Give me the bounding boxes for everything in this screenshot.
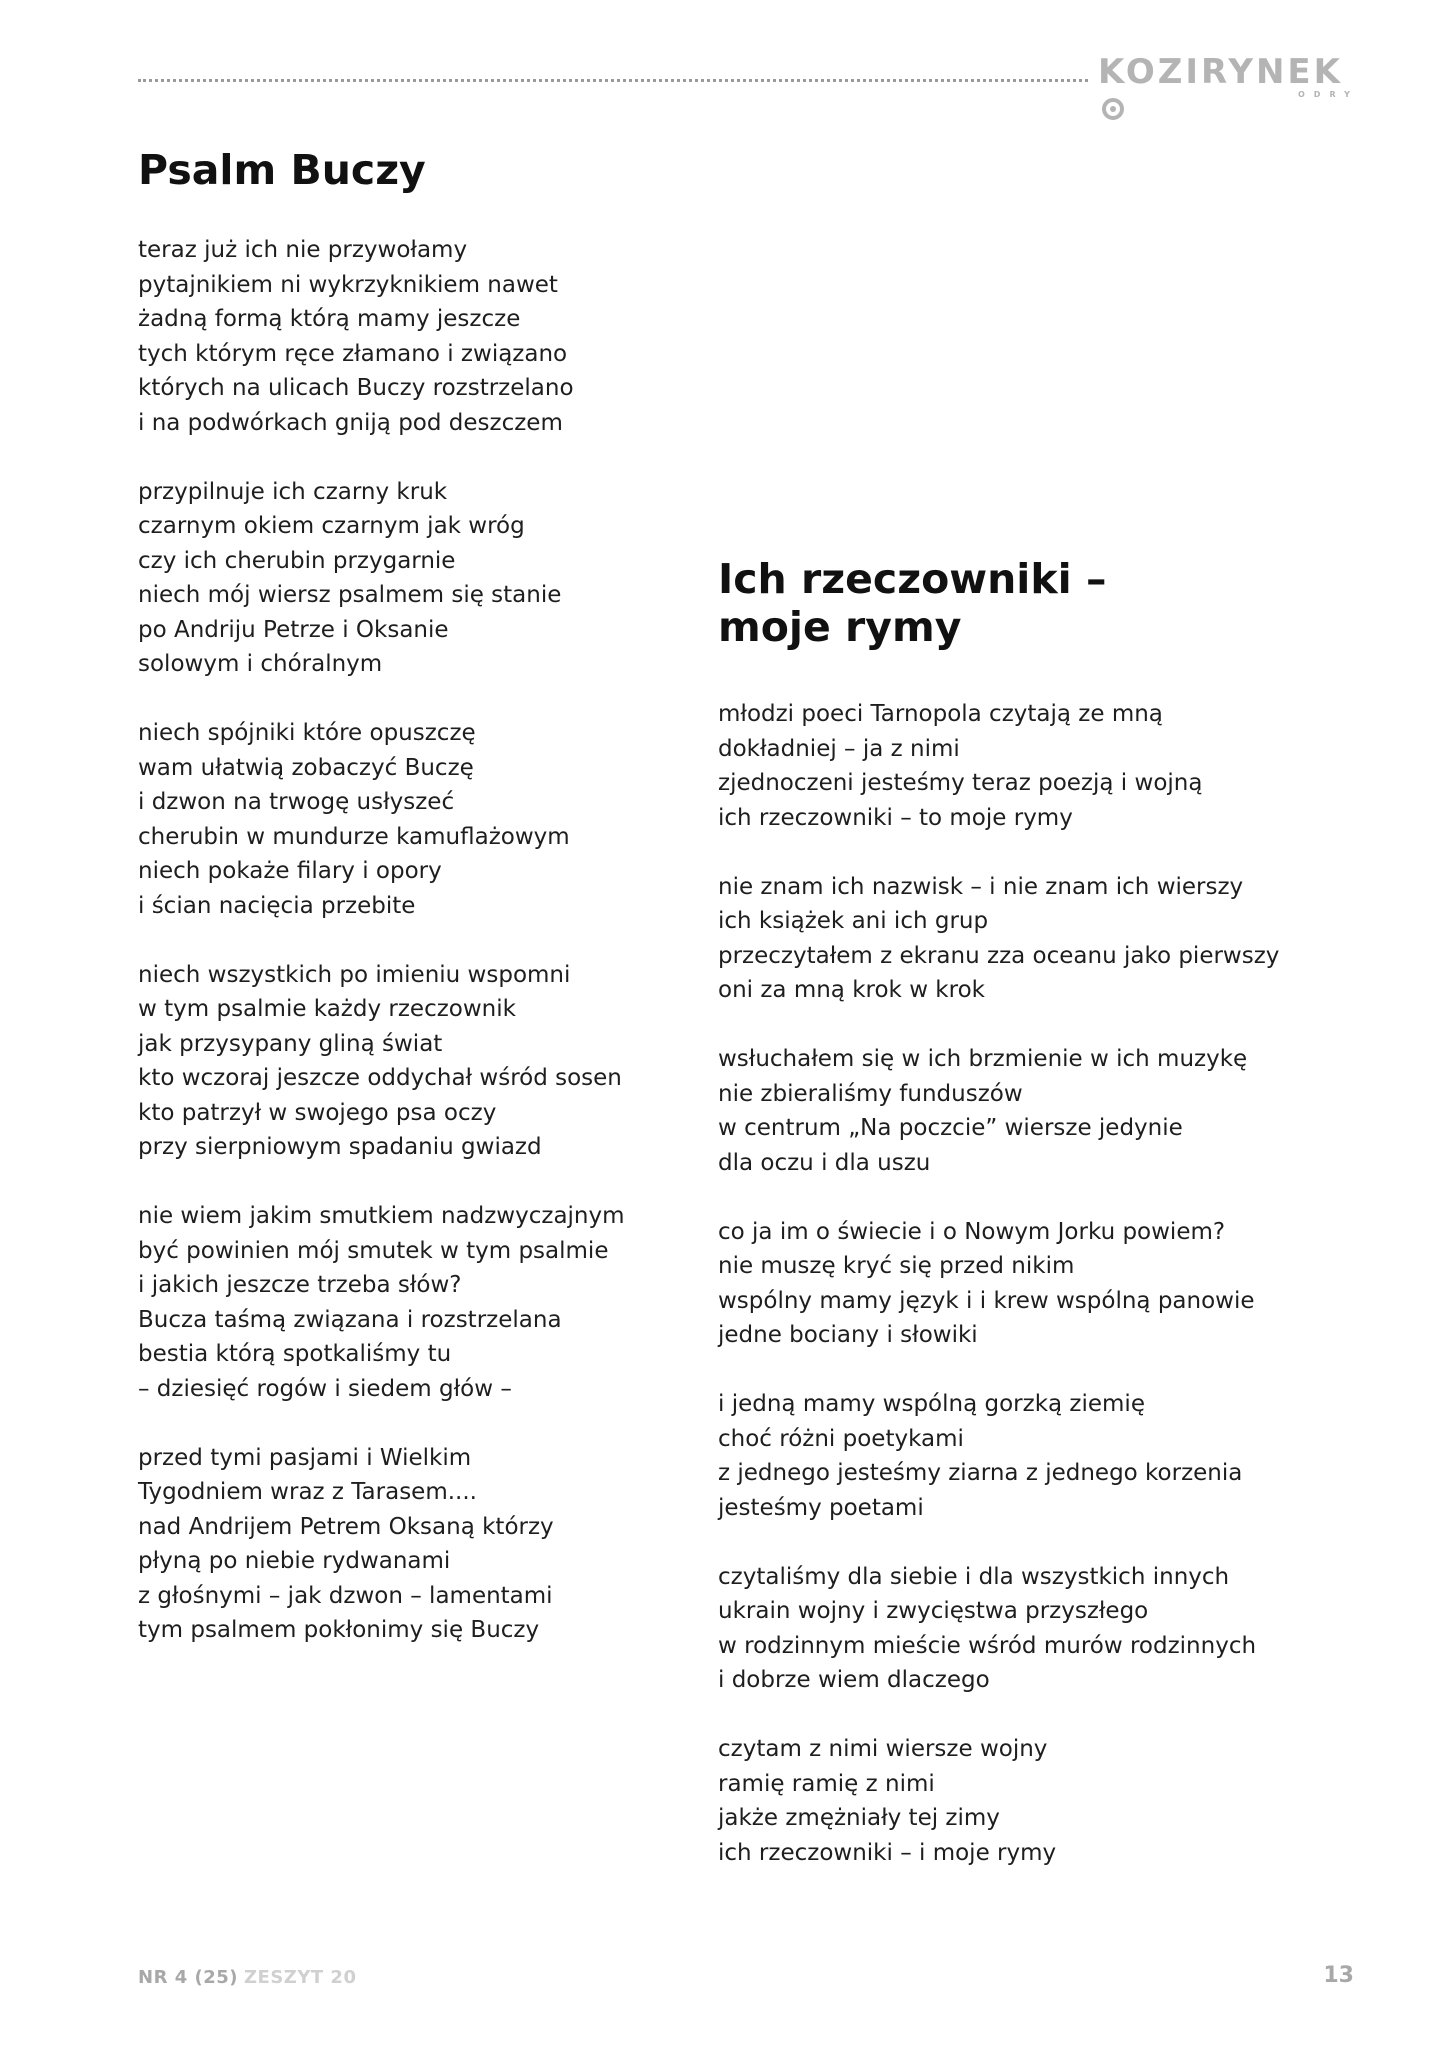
stanza [718, 1560, 1338, 1698]
poem-line: wspólny mamy język i i krew wspólną panowie [718, 1287, 1255, 1314]
poem-line: nad Andrijem Petrem Oksaną którzy [138, 1513, 554, 1540]
poem-line: wam ułatwią zobaczyć Buczę [138, 754, 474, 781]
poem-line: i dzwon na trwogę usłyszeć [138, 789, 455, 815]
poem-line: niech mój wiersz psalmem się stanie [138, 582, 562, 608]
stanza [718, 1042, 1338, 1180]
page-number: 13 [1323, 1963, 1354, 1988]
poem-line: i jedną mamy wspólną gorzką ziemię [718, 1391, 1145, 1417]
poem-ich-rzeczowniki [718, 697, 1338, 1905]
poem-line: młodzi poeci Tarnopola czytają ze mną [718, 701, 1163, 727]
poem-line: solowym i chóralnym [138, 651, 383, 677]
gear-icon [1102, 98, 1124, 120]
stanza [138, 475, 678, 682]
poem-line: nie muszę kryć się przed nikim [718, 1253, 1075, 1279]
poem-line: ich książek ani ich grup [718, 908, 989, 934]
poem-line: kto patrzył w swojego psa oczy [138, 1099, 497, 1126]
poem-line: przed tymi pasjami i Wielkim [138, 1444, 472, 1471]
poem-line: dokładniej – ja z nimi [718, 735, 960, 762]
poem-line: tych którym ręce złamano i związano [138, 340, 568, 367]
poem-line: być powinien mój smutek w tym psalmie [138, 1237, 609, 1264]
stanza [138, 1199, 678, 1406]
kozirynek-logo [1098, 52, 1358, 102]
poem-line: których na ulicach Buczy rozstrzelano [138, 375, 574, 401]
poem-line: niech pokaże filary i opory [138, 858, 442, 884]
poem-line: z jednego jesteśmy ziarna z jednego korzenia [718, 1460, 1243, 1486]
poem-line: i na podwórkach gniją pod deszczem [138, 409, 563, 436]
poem-title-psalm-buczy: Psalm Buczy [138, 146, 426, 194]
poem-line: Tygodniem wraz z Tarasem.... [138, 1479, 477, 1505]
poem-line: oni za mną krok w krok [718, 977, 985, 1003]
poem-line: z głośnymi – jak dzwon – lamentami [138, 1582, 553, 1609]
stanza [138, 958, 678, 1165]
footer-issue-info [138, 1967, 356, 1988]
poem-line: nie zbieraliśmy funduszów [718, 1080, 1023, 1107]
poem-title-ich-rzeczowniki: Ich rzeczowniki – moje rymy [718, 555, 1107, 651]
poem-line: niech wszystkich po imieniu wspomni [138, 961, 571, 988]
poem-line: teraz już ich nie przywołamy [138, 237, 468, 263]
poem-line: ich rzeczowniki – i moje rymy [718, 1839, 1057, 1866]
issue-number: NR 4 (25) [138, 1967, 238, 1988]
header-dotted-rule [138, 79, 1088, 82]
poem-line: w rodzinnym mieście wśród murów rodzinnych [718, 1632, 1257, 1659]
stanza [718, 697, 1338, 835]
poem-line: czy ich cherubin przygarnie [138, 547, 456, 574]
poem-line: płyną po niebie rydwanami [138, 1548, 451, 1574]
poem-line: wsłuchałem się w ich brzmienie w ich muzykę [718, 1046, 1248, 1072]
poem-line: bestia którą spotkaliśmy tu [138, 1341, 452, 1367]
poem-line: jedne bociany i słowiki [718, 1322, 978, 1348]
poem-line: nie wiem jakim smutkiem nadzwyczajnym [138, 1203, 625, 1229]
logo-text: KOZIRYNEK [1098, 52, 1343, 92]
poem-psalm-buczy [138, 233, 678, 1682]
poem-line: cherubin w mundurze kamuflażowym [138, 823, 570, 850]
poem-line: jak przysypany gliną świat [138, 1030, 443, 1057]
stanza [718, 870, 1338, 1008]
poem-line: zjednoczeni jesteśmy teraz poezją i wojną [718, 770, 1203, 796]
stanza [138, 716, 678, 923]
poem-line: i ścian nacięcia przebite [138, 892, 416, 919]
poem-line: niech spójniki które opuszczę [138, 720, 476, 746]
poem-line: Bucza taśmą związana i rozstrzelana [138, 1306, 562, 1333]
poem-line: ich rzeczowniki – to moje rymy [718, 804, 1073, 831]
poem-line: czarnym okiem czarnym jak wróg [138, 513, 525, 539]
poem-line: ramię ramię z nimi [718, 1770, 935, 1797]
zeszyt-number: ZESZYT 20 [243, 1967, 357, 1988]
poem-line: dla oczu i dla uszu [718, 1149, 931, 1176]
stanza [138, 1441, 678, 1648]
poem-line: i dobrze wiem dlaczego [718, 1667, 990, 1693]
poem-line: przy sierpniowym spadaniu gwiazd [138, 1134, 542, 1160]
poem-line: przypilnuje ich czarny kruk [138, 478, 448, 505]
poem-line: jakże zmężniały tej zimy [718, 1805, 1000, 1831]
poem-line: w centrum „Na poczcie” wiersze jedynie [718, 1115, 1183, 1141]
poem-line: i jakich jeszcze trzeba słów? [138, 1272, 462, 1298]
logo-subtext: ODRY [1298, 90, 1359, 99]
stanza [138, 233, 678, 440]
poem-line: tym psalmem pokłonimy się Buczy [138, 1617, 540, 1643]
poem-line: ukrain wojny i zwycięstwa przyszłego [718, 1598, 1149, 1624]
poem-line: czytam z nimi wiersze wojny [718, 1736, 1048, 1762]
stanza [718, 1387, 1338, 1525]
poem-line: w tym psalmie każdy rzeczownik [138, 996, 516, 1022]
poem-line: czytaliśmy dla siebie i dla wszystkich innych [718, 1563, 1230, 1590]
poem-line: pytajnikiem ni wykrzyknikiem nawet [138, 271, 558, 298]
poem-line: – dziesięć rogów i siedem głów – [138, 1375, 512, 1402]
poem-line: po Andriju Petrze i Oksanie [138, 616, 449, 643]
stanza [718, 1732, 1338, 1870]
poem-line: kto wczoraj jeszcze oddychał wśród sosen [138, 1065, 622, 1091]
poem-line: jesteśmy poetami [718, 1494, 924, 1521]
poem-line: żadną formą którą mamy jeszcze [138, 306, 521, 332]
poem-line: co ja im o świecie i o Nowym Jorku powiem? [718, 1218, 1226, 1245]
stanza [718, 1215, 1338, 1353]
poem-line: przeczytałem z ekranu zza oceanu jako pierwszy [718, 942, 1280, 969]
poem-line: nie znam ich nazwisk – i nie znam ich wierszy [718, 873, 1244, 900]
poem-line: choć różni poetykami [718, 1425, 964, 1452]
